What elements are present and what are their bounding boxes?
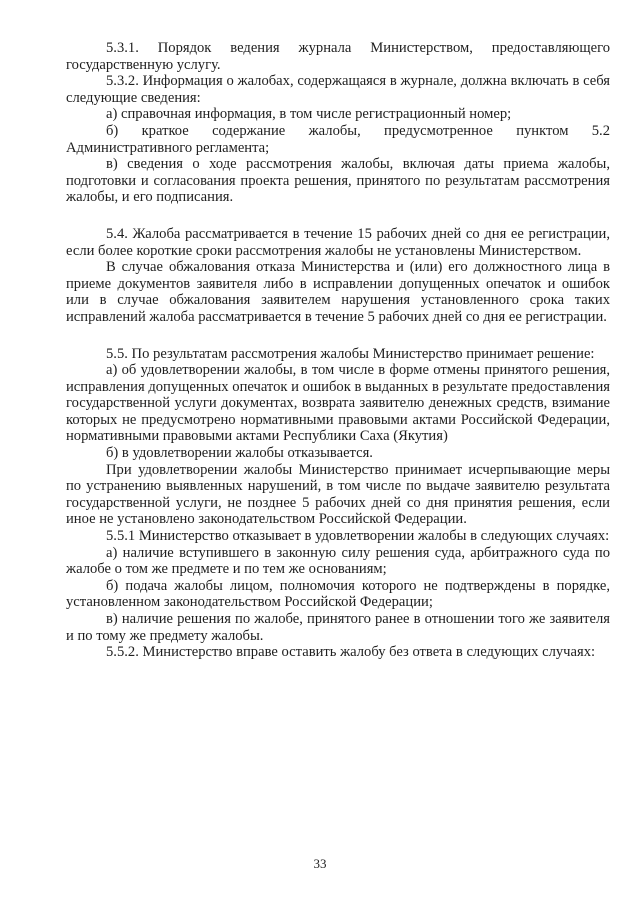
paragraph-5-5-a: а) об удовлетворении жалобы, в том числе в форме отмены принятого решения, исправления допущенных опечаток и ошибок в выданных в результате предоставления государственной услуги документах, возврата заявителю денежных средств, взимание которых не предусмотрено нормативными правовыми актами Российской Федерации, нормативными правовыми актами Республики Саха (Якутия): [66, 362, 610, 445]
paragraph-5-5-measures: При удовлетворении жалобы Министерство принимает исчерпывающие меры по устранению выявленных нарушений, в том числе по выдаче заявителю результата государственной услуги, не позднее 5 рабочих дней со дня принятия решения, если иное не установлено законодательством Российской Федерации.: [66, 461, 610, 528]
paragraph-5-5-1-v: в) наличие решения по жалобе, принятого ранее в отношении того же заявителя и по тому же предмету жалобы.: [66, 611, 610, 644]
paragraph-5-3-1: 5.3.1. Порядок ведения журнала Министерством, предоставляющего государственную услугу.: [66, 40, 610, 73]
paragraph-5-5-b: б) в удовлетворении жалобы отказывается.: [106, 445, 373, 462]
paragraph-5-5-2: 5.5.2. Министерство вправе оставить жалобу без ответа в следующих случаях:: [106, 644, 596, 661]
page-number: 33: [313, 856, 327, 871]
paragraph-5-3-2: 5.3.2. Информация о жалобах, содержащаяся в журнале, должна включать в себя следующие сведения:: [66, 73, 610, 106]
paragraph-5-3-2-a: а) справочная информация, в том числе регистрационный номер;: [106, 106, 512, 123]
document-body: [66, 40, 610, 661]
paragraph-5-4: 5.4. Жалоба рассматривается в течение 15 рабочих дней со дня ее регистрации, если более короткие сроки рассмотрения жалобы не установлены Министерством.: [66, 225, 610, 259]
paragraph-5-5-1: 5.5.1 Министерство отказывает в удовлетворении жалобы в следующих случаях:: [106, 528, 610, 545]
paragraph-5-3-2-b: б) краткое содержание жалобы, предусмотренное пунктом 5.2 Административного регламента;: [66, 122, 610, 156]
paragraph-5-5-1-a: а) наличие вступившего в законную силу решения суда, арбитражного суда по жалобе о том же предмете и по тем же основаниям;: [66, 544, 610, 578]
paragraph-5-4-appeal: В случае обжалования отказа Министерства и (или) его должностного лица в приеме документов заявителя либо в исправлении допущенных опечаток и ошибок или в случае обжалования заявителем нарушения установленного срока таких исправлений жалоба рассматривается в течение 5 рабочих дней со дня ее регистрации.: [66, 259, 610, 325]
paragraph-5-5: 5.5. По результатам рассмотрения жалобы Министерство принимает решение:: [106, 345, 595, 362]
paragraph-5-5-1-b: б) подача жалобы лицом, полномочия которого не подтверждены в порядке, установленном законодательством Российской Федерации;: [66, 577, 610, 611]
paragraph-5-3-2-v: в) сведения о ходе рассмотрения жалобы, включая даты приема жалобы, подготовки и согласования проекта решения, принятого по результатам рассмотрения жалобы, и его подписания.: [66, 156, 610, 206]
